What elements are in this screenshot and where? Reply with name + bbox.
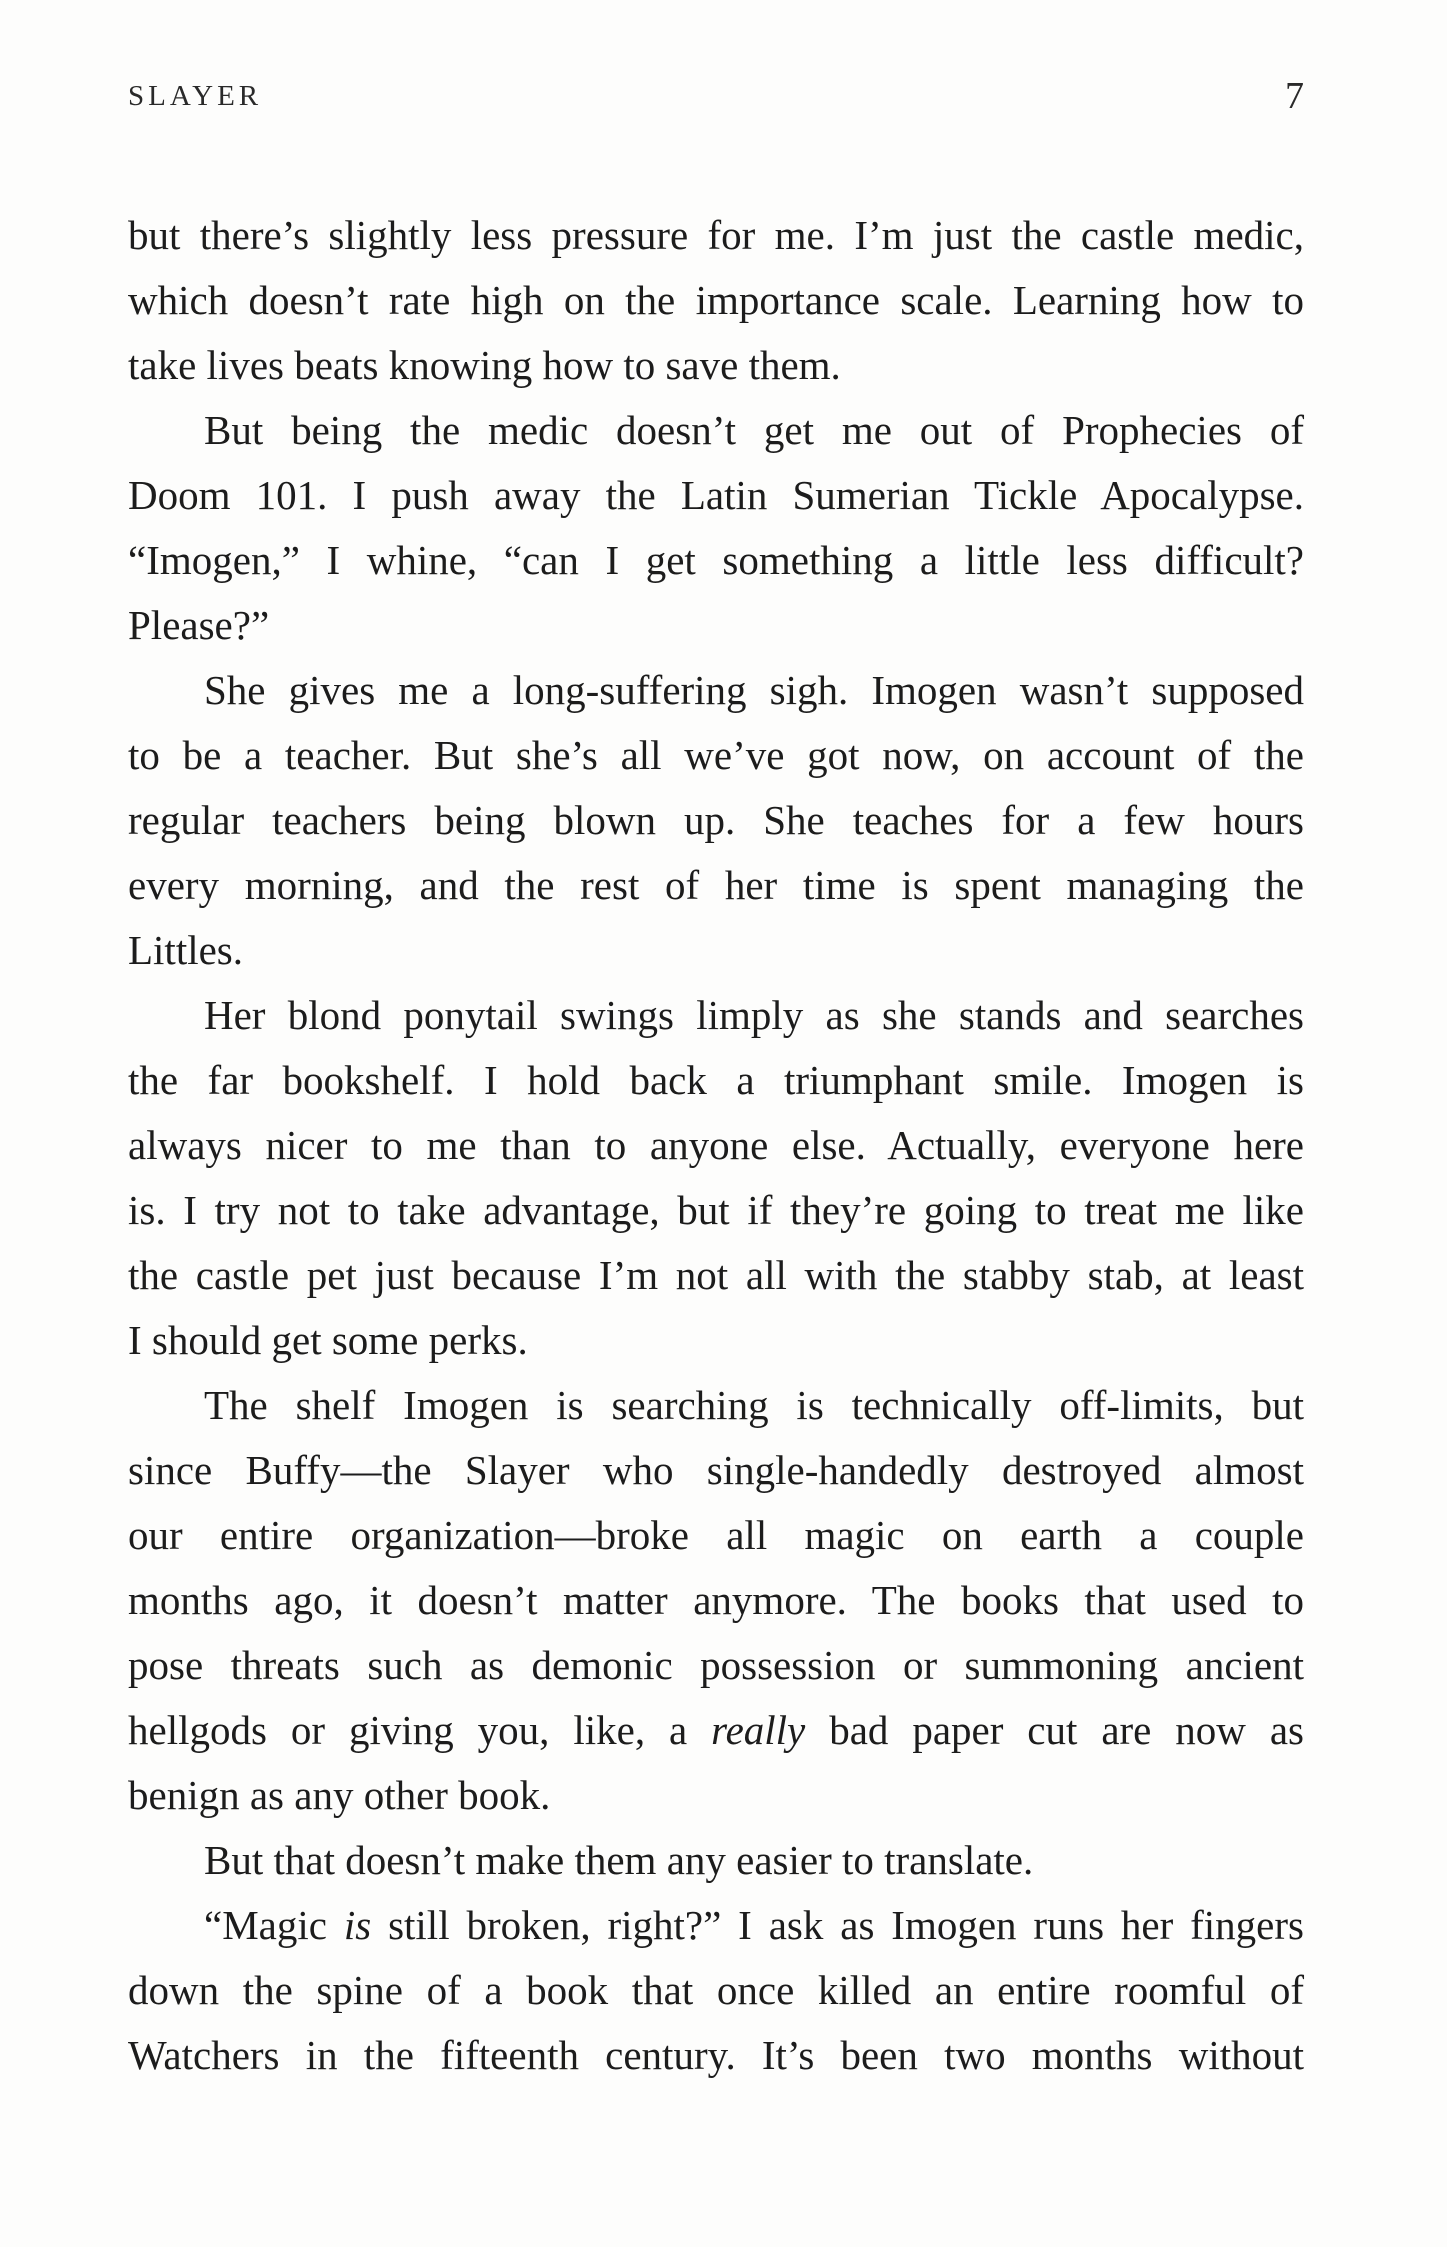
text-line-with-italic [128,1893,1304,1958]
text-line: Doom 101. I push away the Latin Sumerian Tickle Apocalypse. [128,472,1304,518]
text-line: the castle pet just because I’m not all with the stabby stab, at least [128,1252,1304,1298]
text-line: regular teachers being blown up. She teaches for a few hours [128,797,1304,843]
text-segment: still broken, right?” I ask as Imogen runs her fingers [371,1902,1304,1948]
text-line: the far bookshelf. I hold back a triumphant smile. Imogen is [128,1057,1304,1103]
text-line: to be a teacher. But she’s all we’ve got now, on account of the [128,732,1304,778]
text-line: is. I try not to take advantage, but if they’re going to treat me like [128,1187,1304,1233]
text-line: The shelf Imogen is searching is technically off-limits, but [204,1382,1304,1428]
text-line: Her blond ponytail swings limply as she stands and searches [204,992,1304,1038]
text-line: Please?” [128,602,270,648]
body-text [128,203,1304,2088]
running-title: SLAYER [128,80,263,112]
text-line: “Imogen,” I whine, “can I get something a little less difficult? [128,537,1304,583]
text-line: but there’s slightly less pressure for me. I’m just the castle medic, [128,212,1304,258]
italic-emphasis: is [343,1902,372,1948]
text-line: which doesn’t rate high on the importance scale. Learning how to [128,277,1304,323]
text-line: Littles. [128,927,244,973]
text-segment: hellgods or giving you, like, a [128,1707,712,1753]
italic-emphasis: really [711,1707,806,1753]
text-line: down the spine of a book that once killed an entire roomful of [128,1967,1304,2013]
text-line: benign as any other book. [128,1772,551,1818]
text-line: But being the medic doesn’t get me out of Prophecies of [204,407,1304,453]
text-line: every morning, and the rest of her time is spent managing the [128,862,1304,908]
text-line: Watchers in the fifteenth century. It’s been two months without [128,2032,1304,2078]
text-segment: bad paper cut are now as [805,1707,1304,1753]
text-line-with-italic [128,1698,1304,1763]
running-head [128,75,1304,120]
text-line: But that doesn’t make them any easier to translate. [204,1837,1034,1883]
text-line: She gives me a long-suffering sigh. Imogen wasn’t supposed [204,667,1304,713]
text-line: pose threats such as demonic possession or summoning ancient [128,1642,1304,1688]
page-number: 7 [1285,75,1304,117]
text-line: always nicer to me than to anyone else. Actually, everyone here [128,1122,1304,1168]
text-line: since Buffy—the Slayer who single-handedly destroyed almost [128,1447,1304,1493]
text-line: months ago, it doesn’t matter anymore. The books that used to [128,1577,1304,1623]
text-line: our entire organization—broke all magic on earth a couple [128,1512,1304,1558]
text-line: I should get some perks. [128,1317,528,1363]
text-segment: “Magic [204,1902,344,1948]
text-line: take lives beats knowing how to save them. [128,342,841,388]
